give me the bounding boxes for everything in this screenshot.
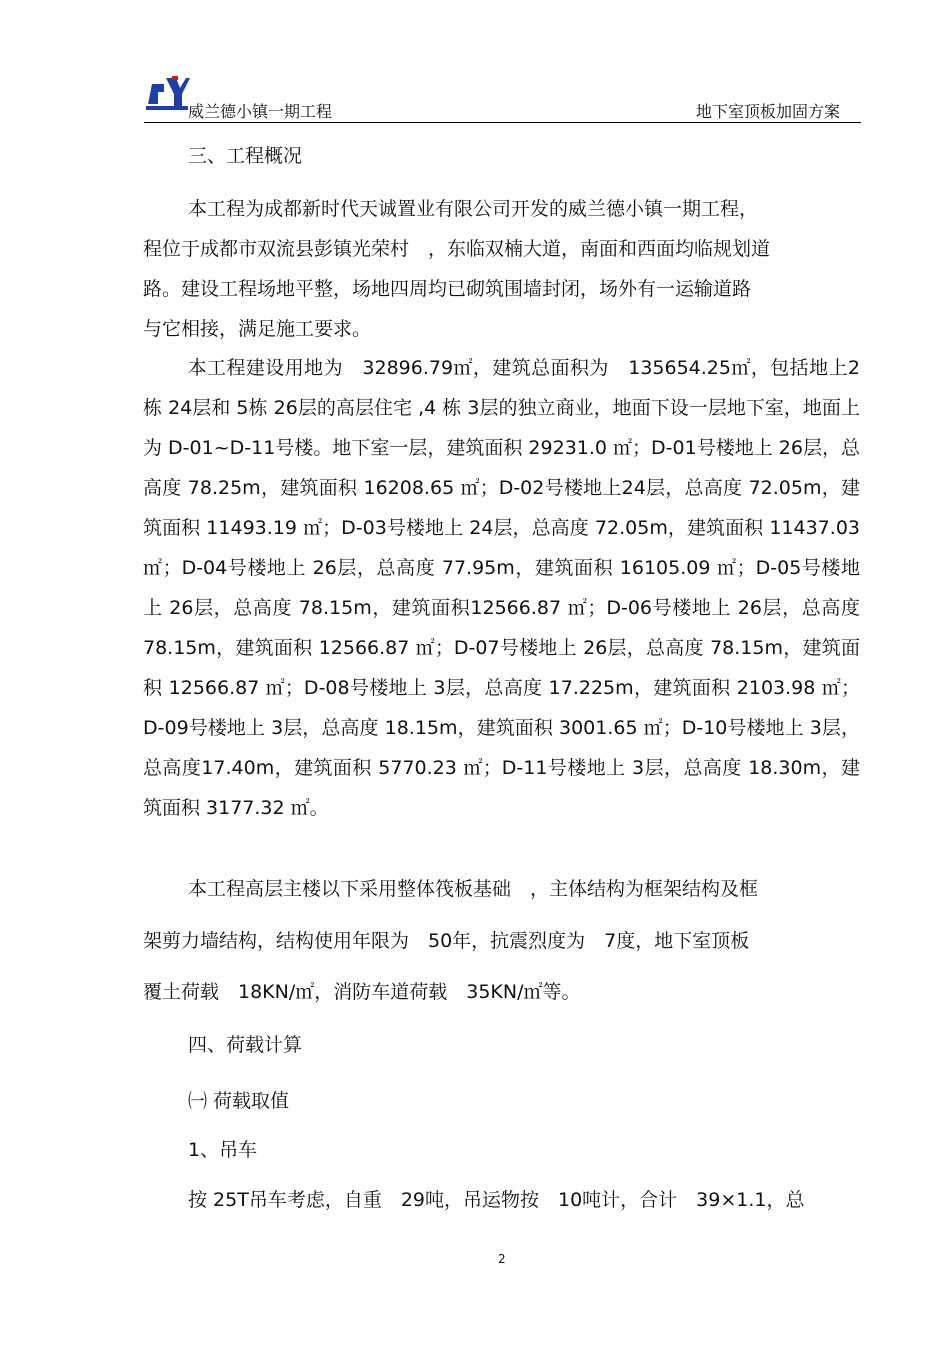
subsection-heading-load-values: ㈠ 荷载取值 — [188, 1090, 290, 1112]
paragraph-1-line-3: 路。建设工程场地平整，场地四周均已砌筑围墙封闭，场外有一运输道路 — [143, 278, 752, 300]
header-project-title: 威兰德小镇一期工程 — [188, 102, 333, 121]
paragraph-1-line-4: 与它相接，满足施工要求。 — [143, 318, 372, 340]
paragraph-3-line-2: 架剪力墙结构，结构使用年限为 50年，抗震烈度为 7度，地下室顶板 — [143, 930, 750, 952]
paragraph-2-building-data: 本工程建设用地为 32896.79㎡，建筑总面积为 135654.25㎡，包括地上2栋 24层和 5栋 26层的高层住宅 ,4 栋 3层的独立商业，地面下设一层地下室，地面上为 D-01~D-11号楼。地下室一层，建筑面积 29231.0 ㎡；D-01号楼地上 26层，总高度 78.25m，建筑面积 16208.65 ㎡；D-02号楼地上24层，总高度 72.05m，建筑面积 11493.19 ㎡；D-03号楼地上 24层，总高度 72.05m，建筑面积 11437.03 ㎡；D-04号楼地上 26层，总高度 77.95m，建筑面积 16105.09 ㎡；D-05号楼地上 26层，总高度 78.15m，建筑面积12566.87 ㎡；D-06号楼地上 26层，总高度 78.15m，建筑面积 12566.87 ㎡；D-07号楼地上 26层，总高度 78.15m，建筑面积 12566.87 ㎡；D-08号楼地上 3层，总高度 17.225m，建筑面积 2103.98 ㎡；D-09号楼地上 3层，总高度 18.15m，建筑面积 3001.65 ㎡；D-10号楼地上 3层，总高度17.40m，建筑面积 5770.23 ㎡；D-11号楼地上 3层，总高度 18.30m，建筑面积 3177.32 ㎡。 — [143, 357, 860, 819]
page-number: 2 — [498, 1252, 506, 1266]
header-divider — [144, 122, 861, 123]
section-heading-load-calc: 四、荷载计算 — [188, 1034, 303, 1056]
company-logo-icon — [146, 76, 190, 112]
section-heading-overview: 三、工程概况 — [188, 145, 303, 167]
paragraph-3-line-1: 本工程高层主楼以下采用整体筏板基础 ，主体结构为框架结构及框 — [188, 878, 759, 900]
paragraph-1-line-2: 程位于成都市双流县彭镇光荣村 ，东临双楠大道，南面和西面均临规划道 — [143, 238, 771, 260]
item-heading-crane: 1、吊车 — [188, 1139, 258, 1161]
paragraph-3-line-3: 覆土荷载 18KN/㎡，消防车道荷载 35KN/㎡等。 — [143, 981, 581, 1003]
paragraph-1-line-1: 本工程为成都新时代天诚置业有限公司开发的威兰德小镇一期工程， — [188, 198, 759, 220]
header-document-title: 地下室顶板加固方案 — [695, 102, 840, 121]
paragraph-4-line-1: 按 25T吊车考虑，自重 29吨，吊运物按 10吨计，合计 39×1.1，总 — [188, 1189, 805, 1211]
